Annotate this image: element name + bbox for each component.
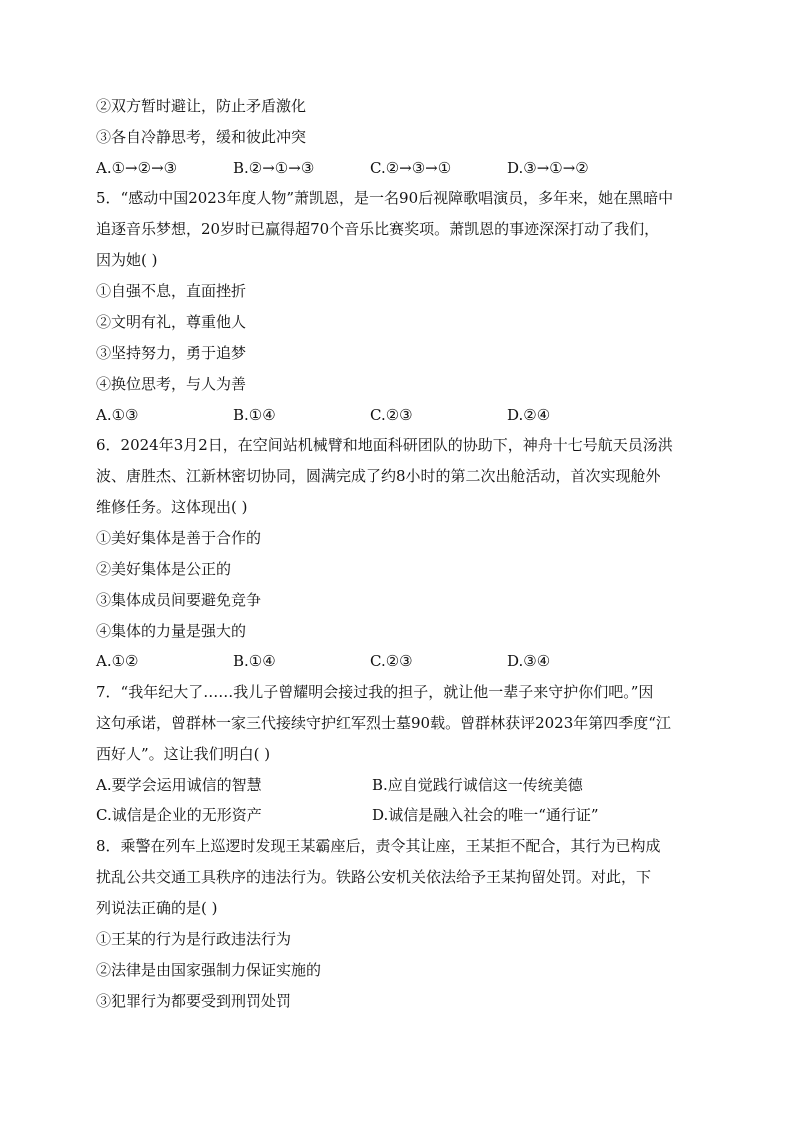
option-b: B.应自觉践行诚信这一传统美德 (372, 776, 583, 794)
q8-item: ①王某的行为是行政违法行为 (96, 930, 292, 948)
option-d: D.诚信是融入社会的唯一“通行证” (372, 806, 599, 824)
prev-question-options (96, 158, 716, 178)
q7-options-row (96, 805, 716, 825)
q6-item: ①美好集体是善于合作的 (96, 529, 262, 547)
q6-stem-line: 6．2024年3月2日，在空间站机械臂和地面科研团队的协助下，神舟十七号航天员汤洪 (96, 436, 673, 454)
q5-options (96, 405, 716, 425)
q8-item: ③犯罪行为都要受到刑罚处罚 (96, 992, 292, 1010)
option-d: D.③→①→② (507, 159, 589, 177)
option-b: B.①④ (233, 406, 276, 424)
option-a: A.要学会运用诚信的智慧 (96, 776, 262, 794)
option-d: D.③④ (507, 652, 551, 670)
q8-stem-line: 列说法正确的是( ) (96, 899, 218, 917)
prev-question-item: ③各自冷静思考，缓和彼此冲突 (96, 128, 307, 146)
option-d: D.②④ (507, 406, 551, 424)
q8-item: ②法律是由国家强制力保证实施的 (96, 961, 322, 979)
q6-item: ④集体的力量是强大的 (96, 622, 247, 640)
option-a: A.①→②→③ (96, 159, 178, 177)
q5-item: ④换位思考，与人为善 (96, 375, 247, 393)
option-c: C.诚信是企业的无形资产 (96, 806, 262, 824)
q6-options (96, 651, 716, 671)
option-c: C.②→③→① (370, 159, 452, 177)
option-b: B.①④ (233, 652, 276, 670)
q7-options-row (96, 775, 716, 795)
q6-stem-line: 波、唐胜杰、江新林密切协同，圆满完成了约8小时的第二次出舱活动，首次实现舱外 (96, 467, 661, 485)
q5-stem-line: 5．“感动中国2023年度人物”萧凯恩，是一名90后视障歌唱演员，多年来，她在黑暗中 (96, 189, 674, 207)
prev-question-item: ②双方暂时避让，防止矛盾激化 (96, 97, 307, 115)
q5-item: ①自强不息，直面挫折 (96, 282, 247, 300)
q5-stem-line: 追逐音乐梦想，20岁时已赢得超70个音乐比赛奖项。萧凯恩的事迹深深打动了我们， (96, 220, 660, 238)
option-b: B.②→①→③ (233, 159, 315, 177)
q6-item: ②美好集体是公正的 (96, 560, 232, 578)
q8-stem-line: 扰乱公共交通工具秩序的违法行为。铁路公安机关依法给予王某拘留处罚。对此，下 (96, 868, 652, 886)
option-c: C.②③ (370, 652, 413, 670)
q7-stem-line: 西好人”。这让我们明白( ) (96, 745, 271, 763)
q6-stem-line: 维修任务。这体现出( ) (96, 498, 248, 516)
q7-stem-line: 7．“我年纪大了……我儿子曾耀明会接过我的担子，就让他一辈子来守护你们吧。”因 (96, 683, 654, 701)
q8-stem-line: 8．乘警在列车上巡逻时发现王某霸座后，责令其让座，王某拒不配合，其行为已构成 (96, 837, 661, 855)
q5-stem-line: 因为她( ) (96, 251, 158, 269)
q7-stem-line: 这句承诺，曾群林一家三代接续守护红军烈士墓90载。曾群林获评2023年第四季度“江 (96, 714, 671, 732)
option-a: A.①② (96, 652, 139, 670)
option-c: C.②③ (370, 406, 413, 424)
q5-item: ②文明有礼，尊重他人 (96, 313, 247, 331)
q6-item: ③集体成员间要避免竞争 (96, 591, 262, 609)
q5-item: ③坚持努力，勇于追梦 (96, 344, 247, 362)
option-a: A.①③ (96, 406, 139, 424)
